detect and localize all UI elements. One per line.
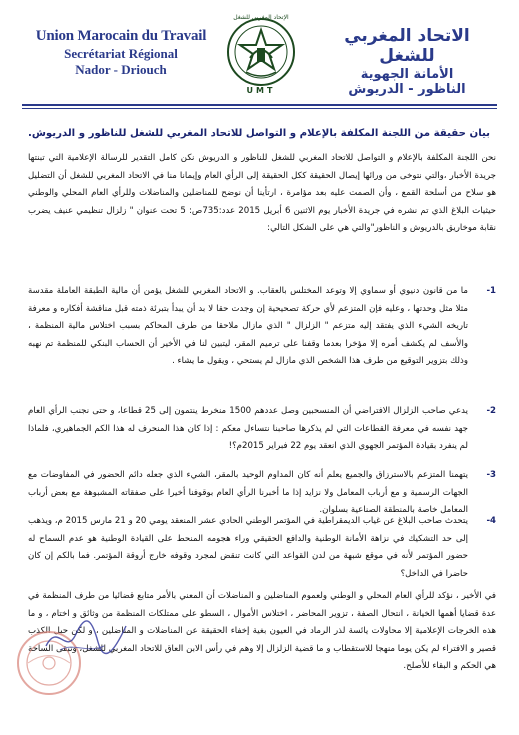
header-region-fr: Nador - Driouch (75, 62, 167, 77)
header-divider-top (22, 104, 497, 106)
header-org-name-ar: الاتحاد المغربي للشغل (344, 26, 470, 66)
list-item (28, 403, 496, 456)
list-item (28, 467, 496, 520)
logo-abbreviation: UMT (246, 86, 276, 95)
header-divider-bottom (22, 108, 497, 109)
item-text: يتحدث صاحب البلاغ عن غياب الديمقراطية في المؤتمر الوطني الحادي عشر المنعقد يومي 20 و 21 مارس 2015 م، ويذهب إلى حد التشكيك في نزاهة الأمانة الوطنية والدافع الحقيقي وراء هجومه المنحط على القيادة الوطنية هو عدم السماح له حضور المؤتمر لأنه في موقع شبهة من لدن القواعد التي كانت تنقض لمجرد وقوفه خارج أروقة المؤتمر. فما بالكم إن كان حاضرا في الداخل؟ (28, 516, 468, 579)
item-number: 3- (486, 470, 496, 480)
list-item (28, 283, 496, 371)
statement-title: بيان حقيقة من اللجنة المكلفة بالإعلام و التواصل للاتحاد المغربي للشغل للناظور و الدريوش. (27, 128, 490, 139)
header-secretariat-ar: الأمانة الجهوية (360, 67, 454, 82)
item-number: 1- (486, 286, 496, 296)
item-text: يدعي صاحب الزلزال الافتراضي أن المنسحبين وصل عددهم 1500 منخرط ينتمون إلى 25 قطاعا، و حتى نجنب الرأي العام جهد نفسه في معرفة القطاعات التي لم يذكرها صاحبنا نتساءل معكم : إذا كان هذا المنحرف له هذا الكم الجماهيري، فلماذا لم ينفرد بقيادة المؤتمر الجهوي الذي انعقد يوم 22 فبراير 2015م؟! (28, 406, 468, 451)
header-french (26, 28, 216, 78)
umt-logo (224, 12, 298, 96)
header-arabic (317, 26, 497, 97)
signature-icon (40, 612, 130, 662)
header-secretariat-fr: Secrétariat Régional (64, 46, 178, 61)
header-org-name-fr: Union Marocain du Travail (35, 28, 207, 44)
closing-text: في الأخير ، نؤكد للرأي العام المحلي و الوطني ولعموم المناضلين و المناضلات أن المعني بالأمر متابع قضائيا من طرف المنظمة في عدة قضايا أهمها الخيانة ، انتحال الصفة ، تزوير المحاضر ، اختلاس الأموال ، السطو على ممتلكات المنظمة من وثائق و اختام ، و ما هذه الخرجات الإعلامية إلا محاولات يائسة لذر الرماد في العيون بغية إخفاء الحقيقة عن المناضلات و المناضلين ، و لكن حبل الكذب قصير و الافتراء لم يكن يوما منهجا للاستقطاب و ما قضية الزلزال إلا وهم في رأس الابن العاق للاتحاد المغربي للشغل، وتبقى الساحة هي الحكم و البقاء للأصلح. (28, 591, 496, 671)
intro-paragraph: نحن اللجنة المكلفة بالإعلام و التواصل للاتحاد المغربي للشغل للناظور و الدريوش نكن كامل التقدير للرسالة الإعلامية التي تبنتها جريدة الأخبار ،والتي نتوخى من ورائها إيصال الحقيقة ككل الحقيقة إلى الرأي العام وإيمانا منا في الاتحاد المغربي للشغل أن التضليل هو سلاح من أسلحة القمع ، وأن الصمت عليه بعد مؤامرة ، ارتأينا أن نوضح للمناضلين والمناضلات وللرأي العام المحلي والوطني حيثيات البلاغ الذي تم نشره في جريدة الأخبار يوم الاثنين 6 أبريل 2015 عدد:735ص: 5 تحت عنوان " زلزال تنظيمي عنيف يضرب نقابة موخاريق بالدريوش و الناظور"والتي هي على الشكل التالي: (28, 153, 496, 233)
logo-ring-text: الإتحاد المغربي للشغل (233, 14, 289, 21)
header-region-ar: الناظور - الدريوش (348, 82, 466, 97)
item-number: 4- (486, 516, 496, 526)
list-item (28, 513, 496, 583)
item-text: ما من قانون دنيوي أو سماوي إلا وتوعد المختلس بالعقاب. و الاتحاد المغربي للشغل يؤمن أن مالية الطبقة العاملة مقدسة مثلا مثل وحدتها ، وعليه فإن المتزعم لأي حركة تصحيحية إن وجدت حقا لا بد أن يبدأ بتبرئة ذمته قبل مناقشة أفكاره و معرفة تاريخه الشيء الذي يفتقد إليه متزعم " الزلزال " الذي مازال ملاحقا من طرف المحاكم بسبب اختلاس مالية المنظمة ، والأسف لم يكشف أمره إلا مؤخرا بعدما وقفنا على ترميم المقر، ليتبين لنا في الأخير أن الحساب البنكي للمنظمة تم نهبه وذلك بتزوير التوقيع من طرف هذا الشخص الذي مازال لم يستحي ، ويقول ما يشاء . (28, 286, 468, 366)
item-text: يتهمنا المتزعم بالاسترزاق والجميع يعلم أنه كان المداوم الوحيد بالمقر، الشيء الذي جعله دائم الحضور في المفاوضات مع الجهات الرسمية و مع أرباب المعامل ولا نزايد إذا ما أخبرنا الرأي العام بوقوفنا أخيرا على صفقاته المشبوهة مع بعض أرباب المعامل خاصة بالمنطقة الصناعية بسلوان. (28, 470, 468, 515)
logo-emblem-icon (224, 12, 298, 96)
item-number: 2- (486, 406, 496, 416)
